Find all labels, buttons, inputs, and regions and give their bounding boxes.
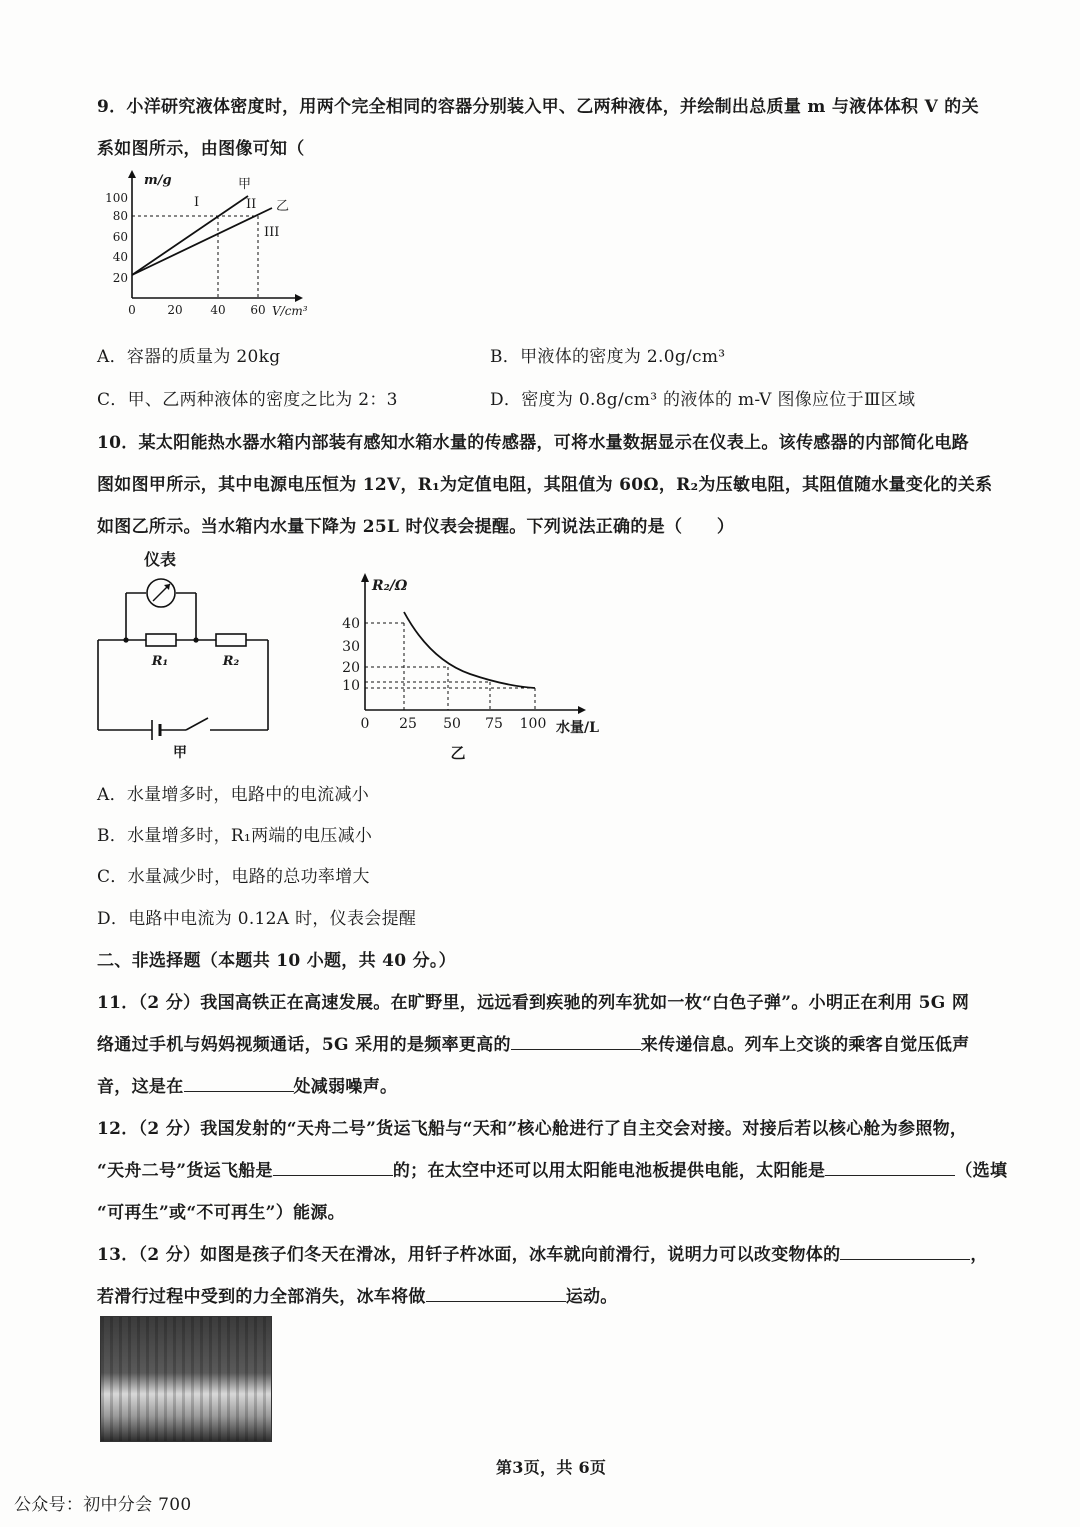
- q9-region-2: II: [246, 197, 257, 212]
- q11-line3: [97, 1072, 397, 1097]
- q9-region-1: I: [194, 195, 200, 210]
- r1-label: R₁: [151, 654, 169, 669]
- switch-icon: [186, 718, 208, 730]
- q11-blank-1[interactable]: [511, 1048, 641, 1050]
- q13-line1-b: ，: [970, 1245, 988, 1265]
- q10-stem-line3: 如图乙所示。当水箱内水量下降为 25L 时仪表会提醒。下列说法正确的是（ ）: [97, 517, 735, 537]
- q10-graph-x-label: 水量/L: [556, 720, 599, 736]
- q10-y-tick: 40: [342, 616, 360, 632]
- q10-x-tick: 75: [485, 716, 503, 732]
- q12-line2-b: 的；在太空中还可以用太阳能电池板提供电能，太阳能是: [392, 1161, 826, 1181]
- r2-curve: [404, 612, 535, 688]
- circuit-caption: 甲: [173, 745, 187, 761]
- q12-line2-c: （选填: [955, 1161, 1008, 1181]
- r2-label: R₂: [222, 654, 240, 669]
- q12-blank-2[interactable]: [825, 1174, 955, 1176]
- q13-line2: [97, 1282, 618, 1307]
- q10-option-b: B．水量增多时，R₁两端的电压减小: [97, 826, 373, 846]
- q10-option-a: A．水量增多时，电路中的电流减小: [97, 785, 370, 805]
- q10-option-c: C．水量减少时，电路的总功率增大: [97, 867, 370, 887]
- q13-line1: [97, 1240, 988, 1265]
- q9-x-tick: 20: [167, 303, 183, 317]
- q13-line2-a: 若滑行过程中受到的力全部消失，冰车将做: [97, 1287, 426, 1307]
- q9-line-yi: [132, 208, 272, 275]
- q10-x-tick: 50: [443, 716, 461, 732]
- page-number: 第3页，共 6页: [496, 1458, 607, 1477]
- q11-line1: 11．（2 分）我国高铁正在高速发展。在旷野里，远远看到疾驰的列车犹如一枚“白色子弹”。小明正在利用 5G 网: [97, 993, 970, 1013]
- q10-graph-y-label: R₂/Ω: [372, 578, 408, 594]
- q13-blank-1[interactable]: [840, 1258, 970, 1260]
- q9-line-jia: [132, 196, 248, 275]
- q9-x-tick: 0: [128, 303, 136, 317]
- q11-line2-a: 络通过手机与妈妈视频通话，5G 采用的是频率更高的: [97, 1035, 511, 1055]
- ice-sledding-photo: [100, 1316, 272, 1442]
- q13-line2-b: 运动。: [565, 1287, 618, 1307]
- q10-resistance-graph: [330, 570, 620, 770]
- q12-line2: [97, 1156, 1007, 1181]
- q9-option-d: D．密度为 0.8g/cm³ 的液体的 m-V 图像应位于Ⅲ区域: [490, 390, 916, 410]
- q9-y-tick: 80: [112, 209, 128, 223]
- q9-x-label: V/cm³: [272, 304, 308, 318]
- q10-graph-caption: 乙: [450, 744, 466, 762]
- q9-y-tick: 100: [105, 191, 128, 205]
- section2-title: 二、非选择题（本题共 10 小题，共 40 分。）: [97, 951, 456, 971]
- r2-resistor: [216, 634, 246, 646]
- q11-line3-a: 音，这是在: [97, 1077, 184, 1097]
- q9-label-jia: 甲: [238, 177, 252, 192]
- q9-option-b: B．甲液体的密度为 2.0g/cm³: [490, 347, 726, 367]
- q9-stem-line2: 系如图所示，由图像可知（: [97, 139, 305, 159]
- q11-line2-b: 来传递信息。列车上交谈的乘客自觉压低声: [640, 1035, 970, 1055]
- meter-label: 仪表: [143, 550, 177, 569]
- q11-blank-2[interactable]: [184, 1090, 294, 1092]
- q12-line3: “可再生”或“不可再生”）能源。: [97, 1203, 345, 1223]
- q10-x-tick: 25: [399, 716, 417, 732]
- q9-option-c: C．甲、乙两种液体的密度之比为 2：3: [97, 390, 398, 410]
- q10-y-tick: 10: [342, 678, 360, 694]
- q10-x-tick: 100: [519, 716, 547, 732]
- q10-x-tick: 0: [360, 716, 370, 732]
- q9-option-a: A．容器的质量为 20kg: [97, 347, 281, 367]
- q13-blank-2[interactable]: [426, 1300, 566, 1302]
- q10-stem-line1: 10．某太阳能热水器水箱内部装有感知水箱水量的传感器，可将水量数据显示在仪表上。该传感器的内部简化电路: [97, 433, 969, 453]
- q9-y-tick: 60: [112, 230, 128, 244]
- q10-y-tick: 20: [342, 660, 360, 676]
- q12-blank-1[interactable]: [273, 1174, 393, 1176]
- q9-x-tick: 40: [210, 303, 226, 317]
- watermark: 公众号：初中分会 700: [14, 1495, 192, 1515]
- q10-option-d: D．电路中电流为 0.12A 时，仪表会提醒: [97, 909, 417, 929]
- r1-resistor: [146, 634, 176, 646]
- q12-line2-a: “天舟二号”货运飞船是: [97, 1161, 273, 1181]
- q11-line3-b: 处减弱噪声。: [293, 1077, 398, 1097]
- q11-line2: [97, 1030, 969, 1055]
- q9-region-3: III: [264, 225, 280, 240]
- q10-circuit-diagram: [90, 545, 290, 765]
- q9-label-yi: 乙: [276, 199, 290, 214]
- q9-mass-volume-graph: [100, 168, 340, 328]
- q9-stem-line1: 9．小洋研究液体密度时，用两个完全相同的容器分别装入甲、乙两种液体，并绘制出总质量 m 与液体体积 V 的关: [97, 97, 979, 117]
- q9-y-tick: 20: [112, 271, 128, 285]
- q10-y-tick: 30: [342, 639, 360, 655]
- q9-y-label: m/g: [144, 173, 172, 188]
- q10-stem-line2: 图如图甲所示，其中电源电压恒为 12V，R₁为定值电阻，其阻值为 60Ω，R₂为压敏电阻，其阻值随水量变化的关系: [97, 475, 993, 495]
- q9-y-tick: 40: [112, 250, 128, 264]
- q13-line1-a: 13．（2 分）如图是孩子们冬天在滑冰，用钎子杵冰面，冰车就向前滑行，说明力可以改变物体的: [97, 1245, 841, 1265]
- q9-x-tick: 60: [250, 303, 266, 317]
- q12-line1: 12．（2 分）我国发射的“天舟二号”货运飞船与“天和”核心舱进行了自主交会对接。对接后若以核心舱为参照物，: [97, 1119, 968, 1139]
